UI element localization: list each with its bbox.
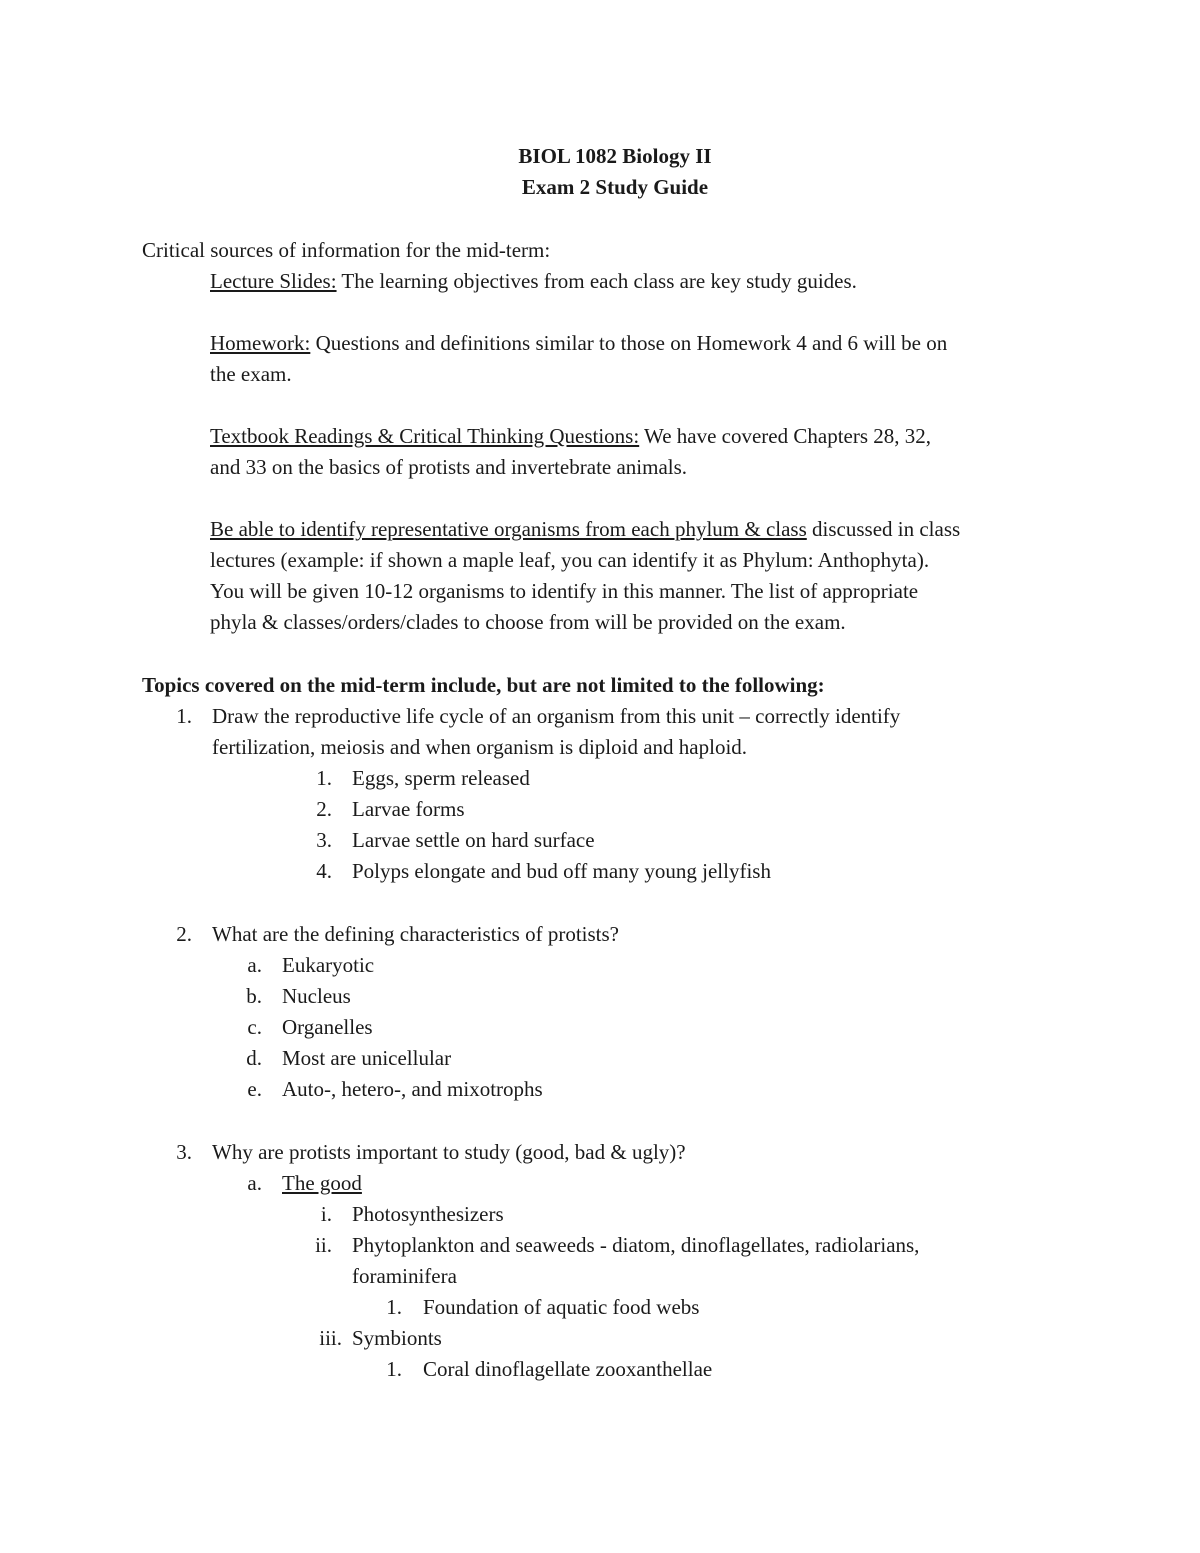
q1-text-2: fertilization, meiosis and when organism is diploid and haploid.: [212, 735, 748, 759]
identify-text-3: You will be given 10-12 organisms to identify in this manner. The list of appropriate: [210, 579, 919, 603]
textbook-text-1: We have covered Chapters 28, 32,: [639, 424, 932, 448]
q2-item-letter: e.: [247, 1077, 262, 1101]
q2-item-text: Most are unicellular: [282, 1046, 452, 1070]
q1-step-text: Larvae settle on hard surface: [352, 828, 595, 852]
q2-item-text: Auto-, hetero-, and mixotrophs: [282, 1077, 543, 1101]
identify-text-2: lectures (example: if shown a maple leaf, you can identify it as Phylum: Anthophyta).: [210, 548, 930, 572]
identify-text-4: phyla & classes/orders/clades to choose from will be provided on the exam.: [210, 610, 846, 634]
textbook-paragraph-line-1: [210, 421, 931, 452]
q1-step-text: Eggs, sperm released: [352, 766, 530, 790]
q3-ii-text-2: foraminifera: [352, 1264, 457, 1288]
q1-step-number: 3.: [316, 828, 332, 852]
q3-ii-text-1: Phytoplankton and seaweeds - diatom, dinoflagellates, radiolarians,: [352, 1233, 920, 1257]
q1-step-number: 2.: [316, 797, 332, 821]
q1-step-text: Larvae forms: [352, 797, 465, 821]
identify-label: Be able to identify representative organisms from each phylum & class: [210, 517, 807, 541]
q2-item-text: Nucleus: [282, 984, 351, 1008]
q3-ii-numeral: ii.: [315, 1233, 332, 1257]
q2-item-text: Eukaryotic: [282, 953, 375, 977]
lecture-slides-paragraph: [210, 266, 857, 297]
q3-iii-sub-number: 1.: [386, 1357, 402, 1381]
q3-iii-sub-text: Coral dinoflagellate zooxanthellae: [423, 1357, 713, 1381]
q2-item-letter: c.: [247, 1015, 262, 1039]
q2-item-letter: b.: [246, 984, 262, 1008]
q2-item-letter: d.: [246, 1046, 262, 1070]
q2-item-text: Organelles: [282, 1015, 373, 1039]
textbook-label: Textbook Readings & Critical Thinking Questions:: [210, 424, 640, 448]
q2-item-letter: a.: [247, 953, 262, 977]
course-title: BIOL 1082 Biology II: [518, 144, 712, 168]
lecture-slides-text: The learning objectives from each class are key study guides.: [336, 269, 857, 293]
q1-step-number: 4.: [316, 859, 332, 883]
q3-a-letter: a.: [247, 1171, 262, 1195]
q1-text-1: Draw the reproductive life cycle of an organism from this unit – correctly identify: [212, 704, 901, 728]
q3-iii-numeral: iii.: [319, 1326, 342, 1350]
homework-paragraph-line-1: [210, 328, 947, 359]
q3-i-text: Photosynthesizers: [352, 1202, 504, 1226]
q3-i-numeral: i.: [320, 1202, 332, 1226]
q3-number: 3.: [176, 1140, 192, 1164]
lecture-slides-label: Lecture Slides:: [210, 269, 337, 293]
homework-text-1: Questions and definitions similar to those on Homework 4 and 6 will be on: [310, 331, 948, 355]
sources-intro: Critical sources of information for the mid-term:: [142, 238, 551, 262]
q2-number: 2.: [176, 922, 192, 946]
q3-a-text: The good: [282, 1171, 362, 1195]
q1-step-number: 1.: [316, 766, 332, 790]
q3-text: Why are protists important to study (good, bad & ugly)?: [212, 1140, 686, 1164]
identify-text-1: discussed in class: [806, 517, 961, 541]
q1-step-text: Polyps elongate and bud off many young jellyfish: [352, 859, 771, 883]
identify-paragraph-line-1: [210, 514, 960, 545]
q1-number: 1.: [176, 704, 192, 728]
q3-iii-text: Symbionts: [352, 1326, 442, 1350]
topics-heading: Topics covered on the mid-term include, but are not limited to the following:: [142, 673, 825, 697]
q2-text: What are the defining characteristics of protists?: [212, 922, 619, 946]
textbook-text-2: and 33 on the basics of protists and invertebrate animals.: [210, 455, 688, 479]
homework-label: Homework:: [210, 331, 311, 355]
exam-title: Exam 2 Study Guide: [521, 175, 709, 199]
q3-ii-sub-text: Foundation of aquatic food webs: [423, 1295, 700, 1319]
q3-ii-sub-number: 1.: [386, 1295, 402, 1319]
homework-text-2: the exam.: [210, 362, 292, 386]
